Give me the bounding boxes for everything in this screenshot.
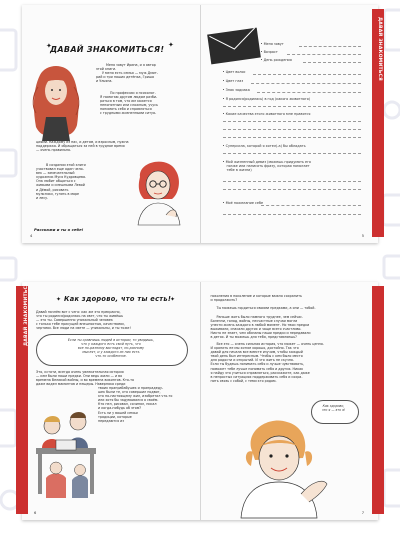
answer-line[interactable] — [223, 129, 361, 130]
text-line: Болезни, голод, войны, несчастные случаи могли — [210, 319, 298, 324]
text-line: понимать себя и справляться — [100, 107, 152, 112]
support-paragraph — [36, 140, 186, 152]
text-line: Ты можешь гордиться своими предками, а они — тобой. — [216, 306, 316, 310]
text-line: и Дёмой, рисовать — [36, 187, 69, 192]
ancestors-paragraph — [36, 370, 190, 386]
answer-line[interactable] — [223, 137, 361, 138]
field-age: • Возраст — [260, 50, 278, 54]
star-icon — [46, 41, 54, 49]
answer-line[interactable] — [223, 153, 361, 154]
kid-bubble-text — [313, 405, 355, 413]
field-label: Возраст — [263, 50, 278, 54]
text-line: живыми и смешными Левой — [36, 183, 85, 188]
text-line: твоих прапрабабушек и прапрадеду- — [98, 386, 164, 390]
page-5 — [201, 5, 382, 243]
text-line: и когда-нибудь об этом? — [98, 406, 142, 411]
text-line: Если ты сравнишь людей в истории, то увидишь, — [67, 338, 155, 342]
field-label: позже или написать фразу, которая помогает — [226, 164, 310, 169]
answer-line[interactable] — [253, 74, 361, 75]
text-line: и Ульяна. — [96, 79, 113, 84]
page-number: 4 — [30, 234, 33, 238]
text-line: И хранить ее мы хотим хорошо, достойно. Так что — [210, 346, 299, 351]
text-line: унести жизнь каждого в любой момент. Но твои предки — [210, 323, 310, 328]
page-title: Как здорово, что ты есть! — [64, 295, 172, 303]
text-line: Как здорово, — [322, 404, 345, 408]
text-line: непонятным или сложным, учусь — [100, 103, 159, 108]
text-line: Раньше жить было намного труднее, чем сейчас. — [216, 315, 304, 319]
section-tab — [372, 9, 384, 237]
field-label: Меня зовут — [263, 42, 284, 46]
text-line: или хотя бы задумывался о своём. — [98, 398, 159, 403]
text-line: По профессии я психолог. — [110, 91, 156, 95]
page-4 — [22, 5, 201, 243]
text-line: поколения в поколение и которые важно сохранить — [210, 294, 302, 298]
text-line: в непростых ситуациях поддерживать себя и сохра- — [210, 374, 303, 379]
question-superpower: • Суперсила, которой я хотел(-а) бы обладать — [222, 144, 306, 148]
text-line: поддержка. И обращаться за ней в трудное время — [36, 144, 125, 149]
section-tab — [16, 282, 29, 514]
intro-paragraph — [96, 63, 176, 83]
page-number: 6 — [34, 511, 37, 515]
field-label: День рождения — [263, 58, 292, 62]
answer-line[interactable] — [223, 214, 361, 215]
footer-callout: Расскажи и ты о себе! — [34, 227, 84, 232]
section-tab — [372, 286, 384, 514]
text-line: Я помогаю другим людям разби- — [100, 95, 158, 100]
page-number: 5 — [361, 234, 364, 238]
text-line: участвовал еще один чело- — [36, 167, 84, 172]
text-line: Кто пел, рисовал, сочинял, писал — [98, 402, 157, 407]
text-line: что-то особенное. — [95, 354, 127, 358]
text-line: что у каждого есть свой путь, что — [81, 342, 141, 346]
text-line: шек были те, кто совершил подвиг, — [98, 390, 161, 395]
text-line: для радости и открытий. И что жить не скучно. — [210, 358, 294, 363]
section-tab-label: ДАВАЙ ЗНАКОМИТЬСЯ — [24, 282, 29, 346]
text-line: твой день был интересным. Чтобы с кем было место — [210, 354, 303, 359]
svg-text:✦: ✦ — [168, 41, 174, 49]
answer-line[interactable] — [223, 181, 361, 182]
text-line: художник Муся Кудрявцева. — [36, 175, 87, 180]
history-paragraph — [211, 315, 367, 340]
text-line: — это ты. Совершенно уникальный человек — [36, 318, 113, 323]
field-eye-color: • Цвет глаз — [222, 79, 244, 83]
question-animal-qualities: • Какие качества этого животного мне нравятся — [222, 112, 311, 116]
text-line: времена Великой войны, и во времена викингов. Кто-то — [36, 378, 135, 383]
text-line: У меня есть семья — муж Дмит- — [102, 71, 158, 76]
text-line: традиции, которые — [98, 414, 132, 419]
svg-text:✦: ✦ — [170, 296, 176, 303]
section-tab-label: ДАВАЙ ЗНАКОМИТЬСЯ — [377, 17, 382, 81]
text-line: мыслят, и у каждого из них есть — [82, 350, 140, 354]
continued-paragraph — [211, 294, 367, 302]
star-icon — [168, 40, 176, 48]
field-name: • Меня зовут — [260, 42, 284, 46]
text-line: раться в том, что им кажется — [100, 99, 152, 104]
field-zodiac: • Знак зодиака — [222, 88, 250, 92]
text-line: мультики, гулять в море — [36, 191, 80, 196]
text-line: рий и три наших детёнка, Гриша — [96, 75, 154, 80]
opening-paragraph — [36, 310, 190, 330]
field-label: Я родился(родилась) в год (какого животного) — [225, 97, 311, 101]
text-line: давай для начала все вместе изучим, чтобы каждый — [210, 350, 303, 355]
field-label: Знак зодиака — [225, 88, 250, 92]
ancestors-paragraph-cont — [98, 386, 190, 423]
answer-line[interactable] — [287, 54, 361, 55]
field-label: Суперсила, которой я хотел(-а) бы обладать — [225, 144, 306, 148]
pride-paragraph — [211, 306, 367, 310]
text-line: Никто не знает, чем обязаны наши предки и передавали — [210, 331, 311, 336]
field-label: Какие качества этого животного мне нравятся — [225, 112, 311, 116]
book-spread-top — [22, 5, 382, 243]
field-birth-animal: • Я родился(родилась) в год (какого животного) — [222, 97, 311, 101]
answer-line[interactable] — [261, 205, 361, 206]
answer-line[interactable] — [303, 62, 361, 63]
text-line: Это, кстати, всегда очень увлекательная история — [36, 370, 124, 374]
text-line: Все это — очень сильная история, что может — очень ценно. — [216, 342, 324, 346]
page-6 — [22, 282, 201, 520]
star-icon — [170, 294, 178, 302]
artist-paragraph — [36, 163, 126, 200]
text-line: — кем были наши предки. Они ведь жили — и во — [36, 374, 123, 379]
svg-text:✦: ✦ — [46, 42, 52, 50]
text-line: Есть ли у вашей семьи — [98, 410, 138, 415]
field-label: Цвет волос — [225, 70, 246, 74]
book-spread-bottom — [22, 282, 378, 520]
field-birthday: • День рождения — [260, 58, 292, 62]
text-line: В создании этой книги — [46, 163, 86, 167]
text-line: чертами. Все люди на свете — уникальны, и ты тоже! — [36, 326, 131, 331]
text-line: выживали, спасали других и чаще всего счастливо. — [210, 327, 302, 332]
text-line: поможет тебе лучше понимать себя и других. Никак — [210, 366, 304, 371]
answer-line[interactable] — [223, 106, 361, 107]
field-label: тебе в жизни) — [226, 168, 252, 173]
field-label: • Мой жизненный девиз (можешь придумать его — [222, 160, 311, 164]
page-7 — [201, 282, 379, 520]
answer-line[interactable] — [223, 121, 361, 122]
text-line: Если ты будешь понимать себя и лучше чувствовать, — [210, 362, 305, 367]
answer-line[interactable] — [299, 46, 361, 47]
answer-line[interactable] — [257, 92, 361, 93]
field-label: Цвет глаз — [225, 79, 244, 83]
text-line: и лесу. — [36, 195, 49, 200]
value-paragraph — [211, 342, 367, 383]
text-line: с только тебе присущей внешностью, качествами, — [36, 322, 125, 327]
text-line: с трудными жизненными ситуа- — [100, 111, 157, 116]
text-line: в детях. И ты можешь для тебя, представляешь? — [210, 335, 297, 340]
text-line: все по-разному выглядят, по-разному — [77, 346, 145, 350]
text-line: что ты родился/родилась на свет, что ты живёшь — [36, 314, 124, 319]
page-number: 7 — [361, 511, 364, 515]
envelope-illustration — [207, 27, 263, 63]
text-line: Давай начнём вот с чего: как же это прекрасно, — [36, 310, 121, 314]
text-line: передаются из — [98, 418, 125, 423]
bubble-text — [40, 338, 182, 358]
text-line: Она любит общаться с — [36, 179, 76, 184]
family-illustration — [32, 388, 100, 506]
svg-text:✦: ✦ — [56, 296, 62, 303]
question-wish: • Моё пожелание себе — [222, 201, 264, 205]
text-line: Меня зовут Ирина, и я автор — [106, 63, 156, 67]
field-hair-color: • Цвет волос — [222, 70, 246, 74]
answer-line[interactable] — [251, 83, 361, 84]
text-line: даже видел мамонтов и пещеры. Наверняка среди — [36, 382, 126, 387]
text-line: циями. Каждому из нас, и детям, и взрослым, нужна — [36, 140, 129, 144]
profession-paragraph — [74, 91, 184, 116]
text-line: я найду это учиться справляться, расскажите, как даже — [210, 370, 310, 375]
text-line: — очень правильно. — [36, 148, 72, 153]
text-line: что я — это я! — [321, 407, 346, 412]
answer-line[interactable] — [223, 189, 361, 190]
text-line: век — замечательный — [36, 171, 75, 176]
illustrator-portrait-illustration — [128, 153, 188, 225]
star-icon — [56, 294, 64, 302]
question-life-motto — [223, 160, 311, 173]
text-line: кто по-настоящему жил, изобретал что-то — [98, 394, 173, 399]
text-line: и продолжить? — [210, 298, 238, 303]
girl-illustration — [231, 408, 331, 518]
text-line: нить связь с собой, с теми кто рядом. — [210, 378, 277, 383]
text-line: этой книги. — [96, 67, 117, 72]
field-label: Моё пожелание себе — [225, 201, 264, 205]
page-title: ДАВАЙ ЗНАКОМИТЬСЯ! — [50, 45, 165, 54]
